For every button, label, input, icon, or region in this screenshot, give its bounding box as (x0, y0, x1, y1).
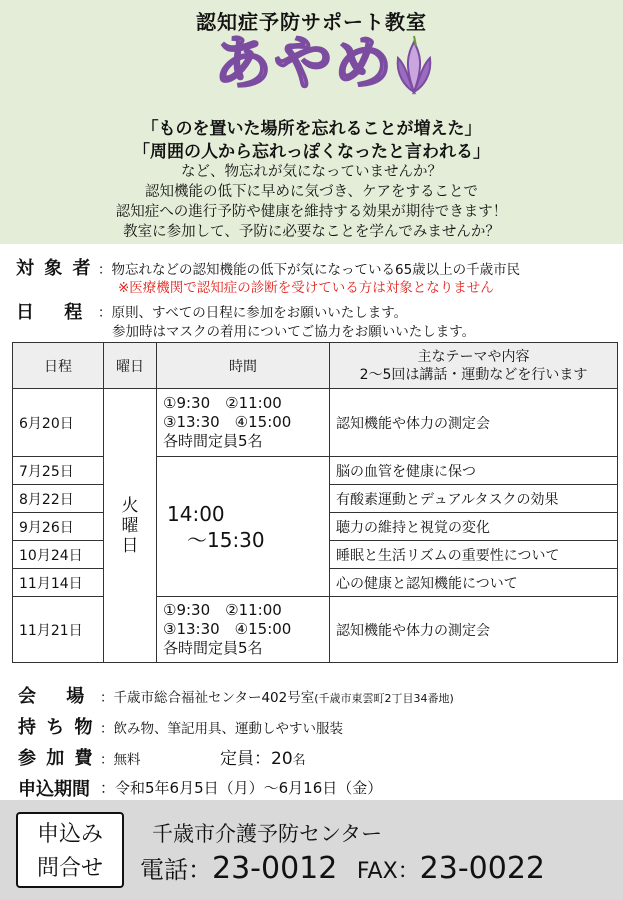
slot-line: ③13:30 ④15:00 (163, 413, 292, 431)
ayame-logo: あやめ (214, 29, 395, 97)
time-start: 14:00 (167, 501, 225, 526)
row-theme: 認知機能や体力の測定会 (330, 597, 618, 663)
period-text: ：令和5年6月5日（月）～6月16日（金） (100, 779, 383, 797)
header-time: 時間 (157, 343, 330, 389)
iris-flower-icon (394, 34, 434, 98)
intro-line: など、物忘れが気になっていませんか？ (181, 164, 442, 180)
venue-address: (千歳市東雲町2丁目34番地) (314, 692, 454, 705)
schedule-table (12, 342, 618, 663)
venue-name: ：千歳市総合福祉センター402号室 (100, 690, 315, 706)
box-line-2: 問合せ (36, 856, 103, 881)
fee-label: 参 加 費 (18, 748, 95, 769)
row-theme: 認知機能や体力の測定会 (330, 389, 618, 457)
venue-text (100, 686, 454, 706)
row-date: 9月26日 (13, 513, 104, 541)
row-theme: 聴力の維持と視覚の変化 (330, 513, 618, 541)
fee-text: ：無料 (100, 752, 141, 768)
quote-line-1: 「ものを置いた場所を忘れることが増えた」 (141, 119, 482, 139)
target-label: 対 象 者 (16, 258, 93, 279)
contact-numbers (140, 850, 545, 886)
row-theme: 有酸素運動とデュアルタスクの効果 (330, 485, 618, 513)
target-note: ※医療機関で認知症の診断を受けている方は対象となりません (118, 280, 494, 296)
contact-org: 千歳市介護予防センター (152, 822, 383, 846)
target-text: ：物忘れなどの認知機能の低下が気になっている65歳以上の千歳市民 (98, 262, 521, 278)
contact-box (16, 812, 124, 888)
capacity-unit: 名 (292, 753, 306, 768)
table-header-row (13, 343, 618, 389)
venue-label: 会 場 (18, 686, 87, 707)
table-row (13, 597, 618, 663)
header-theme-note: 2～5回は講話・運動などを行います (359, 366, 588, 383)
slot-line: 各時間定員5名 (163, 432, 263, 450)
common-time (157, 457, 330, 597)
weekday-char: 日 (121, 535, 139, 556)
slot-line: 各時間定員5名 (163, 639, 263, 657)
capacity-value: 20 (271, 749, 293, 769)
header-theme (330, 343, 618, 389)
slot-line: ③13:30 ④15:00 (163, 620, 292, 638)
row-date: 7月25日 (13, 457, 104, 485)
items-text: ：飲み物、筆記用具、運動しやすい服装 (100, 721, 343, 737)
capacity-label: 定員： (220, 749, 271, 769)
intro-line: 教室に参加して、予防に必要なことを学んでみませんか？ (123, 224, 500, 240)
weekday-char: 火 (121, 495, 139, 516)
time-slots (157, 597, 330, 663)
schedule-text-1: ：原則、すべての日程に参加をお願いいたします。 (98, 305, 408, 321)
slot-line: ①9:30 ②11:00 (163, 601, 282, 619)
weekday-char: 曜 (121, 515, 139, 536)
capacity (220, 744, 306, 769)
intro-line: 認知症への進行予防や健康を維持する効果が期待できます！ (115, 204, 508, 220)
time-slots (157, 389, 330, 457)
weekday-cell (104, 389, 157, 663)
time-end: ～15:30 (187, 527, 265, 552)
row-theme: 睡眠と生活リズムの重要性について (330, 541, 618, 569)
header-weekday: 曜日 (104, 343, 157, 389)
class-pretitle: 認知症予防サポート教室 (196, 10, 427, 34)
slot-line: ①9:30 ②11:00 (163, 394, 282, 412)
tel-label: 電話： (140, 856, 212, 884)
period-label: 申込期間 (18, 779, 90, 800)
table-row (13, 457, 618, 485)
quote-line-2: 「周囲の人から忘れっぽくなったと言われる」 (133, 142, 490, 162)
schedule-label: 日 程 (16, 302, 85, 323)
intro-line: 認知機能の低下に早めに気づき、ケアをすることで (145, 184, 478, 200)
row-theme: 心の健康と認知機能について (330, 569, 618, 597)
table-row (13, 389, 618, 457)
schedule-text-2: 参加時はマスクの着用についてご協力をお願いいたします。 (112, 324, 476, 340)
row-date: 10月24日 (13, 541, 104, 569)
header-theme-title: 主なテーマや内容 (417, 348, 530, 365)
fax-label: FAX： (356, 859, 420, 884)
row-date: 6月20日 (13, 389, 104, 457)
row-date: 8月22日 (13, 485, 104, 513)
row-theme: 脳の血管を健康に保つ (330, 457, 618, 485)
row-date: 11月21日 (13, 597, 104, 663)
header-date: 日程 (13, 343, 104, 389)
row-date: 11月14日 (13, 569, 104, 597)
box-line-1: 申込み (36, 822, 103, 847)
items-label: 持 ち 物 (18, 717, 95, 738)
tel-number: 23-0012 (212, 851, 338, 886)
fax-number: 23-0022 (419, 851, 546, 886)
